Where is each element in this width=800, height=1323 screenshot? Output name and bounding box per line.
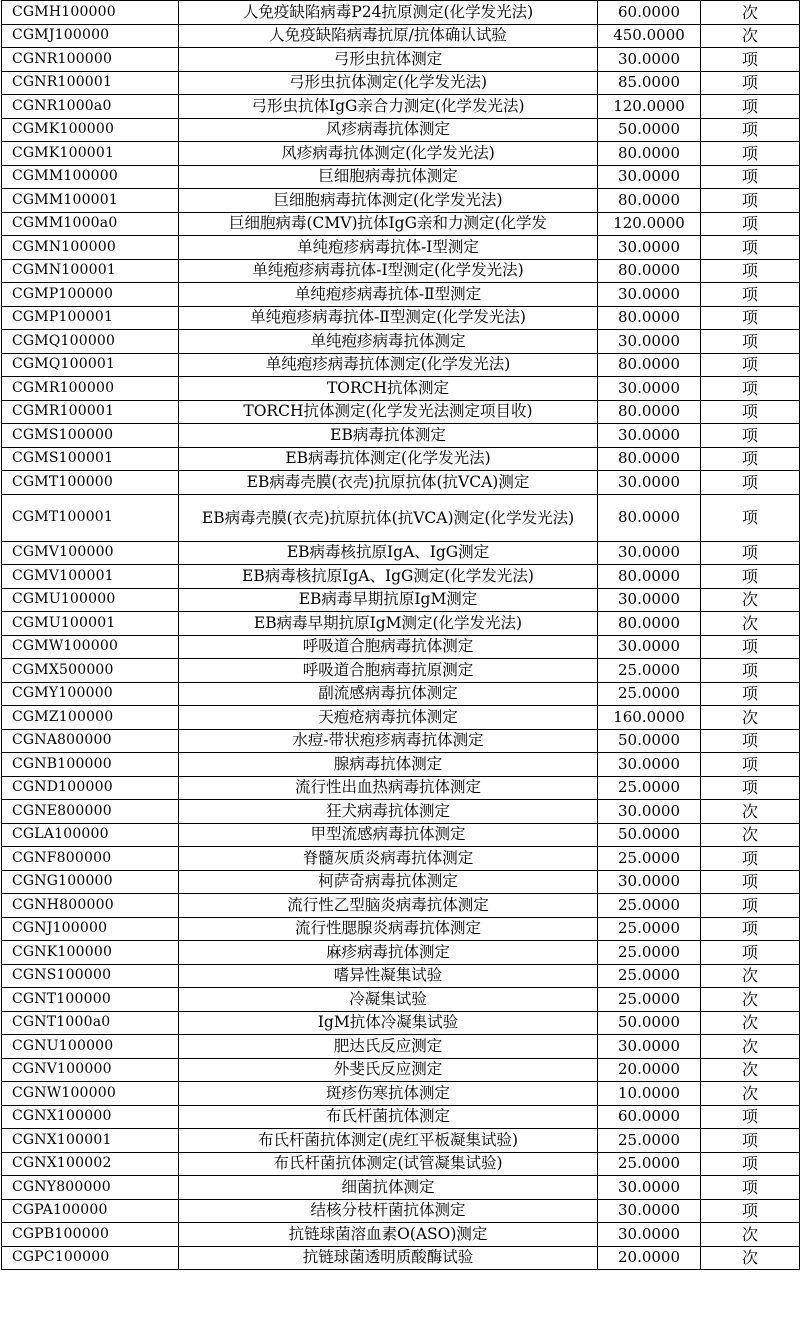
item-unit-cell: 次	[701, 1246, 800, 1270]
item-unit-cell: 项	[701, 776, 800, 800]
item-code-cell: CGNJ100000	[2, 917, 179, 941]
item-name-cell: EB病毒壳膜(衣壳)抗原抗体(抗VCA)测定(化学发光法)	[179, 494, 598, 541]
item-code-cell: CGMV100000	[2, 541, 179, 565]
item-name-cell: 人免疫缺陷病毒抗原/抗体确认试验	[179, 24, 598, 48]
item-unit-cell: 项	[701, 424, 800, 448]
item-unit-cell: 项	[701, 165, 800, 189]
item-price-cell: 25.0000	[598, 1152, 701, 1176]
item-code-cell: CGNY800000	[2, 1176, 179, 1200]
item-code-cell: CGMR100000	[2, 377, 179, 401]
item-code-cell: CGMZ100000	[2, 706, 179, 730]
item-name-cell: 巨细胞病毒抗体测定(化学发光法)	[179, 189, 598, 213]
item-price-cell: 20.0000	[598, 1246, 701, 1270]
item-unit-cell: 项	[701, 259, 800, 283]
item-unit-cell: 项	[701, 353, 800, 377]
item-price-cell: 30.0000	[598, 283, 701, 307]
item-unit-cell: 项	[701, 212, 800, 236]
item-code-cell: CGNK100000	[2, 941, 179, 965]
item-code-cell: CGNS100000	[2, 964, 179, 988]
table-row	[2, 823, 800, 847]
item-code-cell: CGMK100001	[2, 142, 179, 166]
item-price-cell: 30.0000	[598, 1035, 701, 1059]
item-code-cell: CGMQ100000	[2, 330, 179, 354]
item-name-cell: EB病毒早期抗原IgM测定(化学发光法)	[179, 612, 598, 636]
item-name-cell: 呼吸道合胞病毒抗原测定	[179, 659, 598, 683]
item-name-cell: 人免疫缺陷病毒P24抗原测定(化学发光法)	[179, 1, 598, 25]
item-price-cell: 25.0000	[598, 988, 701, 1012]
item-code-cell: CGNR100001	[2, 71, 179, 95]
item-price-cell: 30.0000	[598, 1223, 701, 1247]
table-row	[2, 165, 800, 189]
fee-table-body	[2, 1, 800, 1270]
table-row	[2, 776, 800, 800]
table-row	[2, 1035, 800, 1059]
item-name-cell: 巨细胞病毒(CMV)抗体IgG亲和力测定(化学发	[179, 212, 598, 236]
item-name-cell: 流行性乙型脑炎病毒抗体测定	[179, 894, 598, 918]
table-row	[2, 306, 800, 330]
item-price-cell: 80.0000	[598, 400, 701, 424]
table-row	[2, 1176, 800, 1200]
table-row	[2, 729, 800, 753]
item-unit-cell: 次	[701, 964, 800, 988]
table-row	[2, 1058, 800, 1082]
item-code-cell: CGNU100000	[2, 1035, 179, 1059]
table-row	[2, 447, 800, 471]
item-unit-cell: 项	[701, 1105, 800, 1129]
table-row	[2, 1082, 800, 1106]
item-name-cell: 麻疹病毒抗体测定	[179, 941, 598, 965]
item-code-cell: CGNT1000a0	[2, 1011, 179, 1035]
table-row	[2, 612, 800, 636]
item-price-cell: 80.0000	[598, 142, 701, 166]
item-unit-cell: 项	[701, 330, 800, 354]
item-unit-cell: 项	[701, 471, 800, 495]
item-unit-cell: 次	[701, 612, 800, 636]
item-code-cell: CGNW100000	[2, 1082, 179, 1106]
item-code-cell: CGNF800000	[2, 847, 179, 871]
item-unit-cell: 次	[701, 706, 800, 730]
item-code-cell: CGMU100001	[2, 612, 179, 636]
item-unit-cell: 项	[701, 917, 800, 941]
item-name-cell: EB病毒核抗原IgA、IgG测定(化学发光法)	[179, 565, 598, 589]
item-code-cell: CGMT100001	[2, 494, 179, 541]
table-row	[2, 964, 800, 988]
item-price-cell: 25.0000	[598, 1129, 701, 1153]
item-name-cell: 冷凝集试验	[179, 988, 598, 1012]
table-row	[2, 870, 800, 894]
table-row	[2, 259, 800, 283]
item-price-cell: 25.0000	[598, 682, 701, 706]
table-row	[2, 1129, 800, 1153]
item-name-cell: 布氏杆菌抗体测定	[179, 1105, 598, 1129]
item-name-cell: 嗜异性凝集试验	[179, 964, 598, 988]
item-unit-cell: 项	[701, 541, 800, 565]
item-name-cell: 抗链球菌溶血素O(ASO)测定	[179, 1223, 598, 1247]
item-unit-cell: 项	[701, 400, 800, 424]
item-unit-cell: 项	[701, 565, 800, 589]
table-row	[2, 917, 800, 941]
item-unit-cell: 项	[701, 142, 800, 166]
item-name-cell: 外斐氏反应测定	[179, 1058, 598, 1082]
item-price-cell: 80.0000	[598, 494, 701, 541]
item-unit-cell: 次	[701, 1082, 800, 1106]
item-code-cell: CGMN100000	[2, 236, 179, 260]
item-unit-cell: 项	[701, 236, 800, 260]
item-price-cell: 450.0000	[598, 24, 701, 48]
item-name-cell: 单纯疱疹病毒抗体测定(化学发光法)	[179, 353, 598, 377]
item-price-cell: 80.0000	[598, 353, 701, 377]
table-row	[2, 682, 800, 706]
item-code-cell: CGNH800000	[2, 894, 179, 918]
item-price-cell: 80.0000	[598, 612, 701, 636]
item-unit-cell: 次	[701, 1223, 800, 1247]
item-unit-cell: 项	[701, 306, 800, 330]
item-unit-cell: 项	[701, 1176, 800, 1200]
item-unit-cell: 项	[701, 753, 800, 777]
table-row	[2, 24, 800, 48]
item-unit-cell: 项	[701, 894, 800, 918]
item-name-cell: 斑疹伤寒抗体测定	[179, 1082, 598, 1106]
table-row	[2, 189, 800, 213]
item-price-cell: 50.0000	[598, 823, 701, 847]
item-name-cell: 弓形虫抗体IgG亲合力测定(化学发光法)	[179, 95, 598, 119]
item-price-cell: 25.0000	[598, 917, 701, 941]
item-code-cell: CGMK100000	[2, 118, 179, 142]
item-name-cell: 单纯疱疹病毒抗体-Ⅰ型测定(化学发光法)	[179, 259, 598, 283]
item-price-cell: 30.0000	[598, 870, 701, 894]
item-price-cell: 30.0000	[598, 48, 701, 72]
item-price-cell: 30.0000	[598, 800, 701, 824]
item-unit-cell: 项	[701, 1199, 800, 1223]
item-name-cell: 流行性腮腺炎病毒抗体测定	[179, 917, 598, 941]
item-code-cell: CGMV100001	[2, 565, 179, 589]
item-code-cell: CGMW100000	[2, 635, 179, 659]
table-row	[2, 894, 800, 918]
item-unit-cell: 次	[701, 1058, 800, 1082]
table-row	[2, 471, 800, 495]
item-code-cell: CGMM1000a0	[2, 212, 179, 236]
table-row	[2, 118, 800, 142]
item-price-cell: 25.0000	[598, 776, 701, 800]
item-name-cell: IgM抗体冷凝集试验	[179, 1011, 598, 1035]
item-price-cell: 30.0000	[598, 424, 701, 448]
item-code-cell: CGMS100001	[2, 447, 179, 471]
item-unit-cell: 项	[701, 48, 800, 72]
item-name-cell: 甲型流感病毒抗体测定	[179, 823, 598, 847]
table-row	[2, 753, 800, 777]
item-name-cell: 流行性出血热病毒抗体测定	[179, 776, 598, 800]
item-code-cell: CGMJ100000	[2, 24, 179, 48]
table-row	[2, 212, 800, 236]
item-unit-cell: 次	[701, 800, 800, 824]
item-price-cell: 80.0000	[598, 189, 701, 213]
item-price-cell: 25.0000	[598, 659, 701, 683]
table-row	[2, 541, 800, 565]
item-code-cell: CGMM100001	[2, 189, 179, 213]
table-row	[2, 1105, 800, 1129]
item-code-cell: CGNR100000	[2, 48, 179, 72]
item-code-cell: CGPB100000	[2, 1223, 179, 1247]
item-price-cell: 80.0000	[598, 259, 701, 283]
item-price-cell: 30.0000	[598, 588, 701, 612]
item-unit-cell: 项	[701, 71, 800, 95]
item-unit-cell: 项	[701, 189, 800, 213]
item-code-cell: CGND100000	[2, 776, 179, 800]
table-row	[2, 1152, 800, 1176]
item-name-cell: 副流感病毒抗体测定	[179, 682, 598, 706]
item-price-cell: 60.0000	[598, 1, 701, 25]
item-price-cell: 10.0000	[598, 1082, 701, 1106]
table-row	[2, 424, 800, 448]
table-row	[2, 635, 800, 659]
item-name-cell: EB病毒核抗原IgA、IgG测定	[179, 541, 598, 565]
item-code-cell: CGMT100000	[2, 471, 179, 495]
item-price-cell: 60.0000	[598, 1105, 701, 1129]
item-price-cell: 30.0000	[598, 541, 701, 565]
item-price-cell: 20.0000	[598, 1058, 701, 1082]
item-unit-cell: 项	[701, 447, 800, 471]
item-price-cell: 50.0000	[598, 118, 701, 142]
item-price-cell: 85.0000	[598, 71, 701, 95]
item-price-cell: 30.0000	[598, 471, 701, 495]
item-code-cell: CGLA100000	[2, 823, 179, 847]
item-code-cell: CGMH100000	[2, 1, 179, 25]
item-code-cell: CGMQ100001	[2, 353, 179, 377]
item-name-cell: 肥达氏反应测定	[179, 1035, 598, 1059]
item-name-cell: 布氏杆菌抗体测定(虎红平板凝集试验)	[179, 1129, 598, 1153]
item-name-cell: 风疹病毒抗体测定	[179, 118, 598, 142]
item-code-cell: CGNX100001	[2, 1129, 179, 1153]
item-code-cell: CGMP100001	[2, 306, 179, 330]
item-code-cell: CGNG100000	[2, 870, 179, 894]
table-row	[2, 941, 800, 965]
item-name-cell: 抗链球菌透明质酸酶试验	[179, 1246, 598, 1270]
item-unit-cell: 项	[701, 941, 800, 965]
table-row	[2, 400, 800, 424]
item-price-cell: 25.0000	[598, 941, 701, 965]
table-row	[2, 565, 800, 589]
table-row	[2, 706, 800, 730]
item-unit-cell: 次	[701, 588, 800, 612]
table-row	[2, 1223, 800, 1247]
table-row	[2, 71, 800, 95]
item-name-cell: 单纯疱疹病毒抗体-Ⅱ型测定(化学发光法)	[179, 306, 598, 330]
table-row	[2, 659, 800, 683]
item-price-cell: 30.0000	[598, 377, 701, 401]
item-price-cell: 160.0000	[598, 706, 701, 730]
item-price-cell: 30.0000	[598, 635, 701, 659]
item-name-cell: TORCH抗体测定	[179, 377, 598, 401]
item-name-cell: EB病毒抗体测定(化学发光法)	[179, 447, 598, 471]
fee-table	[1, 0, 800, 1270]
item-price-cell: 120.0000	[598, 212, 701, 236]
item-unit-cell: 项	[701, 118, 800, 142]
table-row	[2, 353, 800, 377]
item-code-cell: CGNT100000	[2, 988, 179, 1012]
item-name-cell: EB病毒早期抗原IgM测定	[179, 588, 598, 612]
item-code-cell: CGPC100000	[2, 1246, 179, 1270]
item-unit-cell: 次	[701, 988, 800, 1012]
item-name-cell: 弓形虫抗体测定	[179, 48, 598, 72]
item-price-cell: 30.0000	[598, 753, 701, 777]
item-price-cell: 120.0000	[598, 95, 701, 119]
item-name-cell: 腺病毒抗体测定	[179, 753, 598, 777]
item-name-cell: 脊髓灰质炎病毒抗体测定	[179, 847, 598, 871]
item-code-cell: CGNA800000	[2, 729, 179, 753]
item-unit-cell: 次	[701, 823, 800, 847]
item-name-cell: 呼吸道合胞病毒抗体测定	[179, 635, 598, 659]
item-code-cell: CGNX100000	[2, 1105, 179, 1129]
table-row	[2, 330, 800, 354]
item-code-cell: CGMS100000	[2, 424, 179, 448]
item-code-cell: CGNV100000	[2, 1058, 179, 1082]
table-row	[2, 800, 800, 824]
table-row	[2, 1199, 800, 1223]
item-code-cell: CGNB100000	[2, 753, 179, 777]
item-price-cell: 25.0000	[598, 964, 701, 988]
table-row	[2, 95, 800, 119]
table-row	[2, 1, 800, 25]
item-unit-cell: 项	[701, 635, 800, 659]
item-name-cell: 单纯疱疹病毒抗体-Ⅱ型测定	[179, 283, 598, 307]
item-code-cell: CGNX100002	[2, 1152, 179, 1176]
item-name-cell: 细菌抗体测定	[179, 1176, 598, 1200]
table-row	[2, 588, 800, 612]
item-unit-cell: 项	[701, 847, 800, 871]
table-row	[2, 988, 800, 1012]
item-price-cell: 25.0000	[598, 894, 701, 918]
table-row	[2, 377, 800, 401]
item-unit-cell: 项	[701, 377, 800, 401]
item-unit-cell: 项	[701, 682, 800, 706]
item-name-cell: 巨细胞病毒抗体测定	[179, 165, 598, 189]
item-unit-cell: 项	[701, 729, 800, 753]
item-unit-cell: 次	[701, 1, 800, 25]
table-row	[2, 236, 800, 260]
item-code-cell: CGPA100000	[2, 1199, 179, 1223]
item-price-cell: 80.0000	[598, 447, 701, 471]
item-name-cell: TORCH抗体测定(化学发光法测定项目收)	[179, 400, 598, 424]
item-price-cell: 30.0000	[598, 1199, 701, 1223]
item-unit-cell: 项	[701, 659, 800, 683]
item-name-cell: EB病毒壳膜(衣壳)抗原抗体(抗VCA)测定	[179, 471, 598, 495]
item-unit-cell: 项	[701, 1129, 800, 1153]
table-row	[2, 1011, 800, 1035]
item-name-cell: 单纯疱疹病毒抗体-Ⅰ型测定	[179, 236, 598, 260]
item-unit-cell: 项	[701, 95, 800, 119]
item-name-cell: 布氏杆菌抗体测定(试管凝集试验)	[179, 1152, 598, 1176]
item-price-cell: 30.0000	[598, 236, 701, 260]
table-row	[2, 1246, 800, 1270]
table-row	[2, 142, 800, 166]
item-unit-cell: 次	[701, 24, 800, 48]
item-name-cell: 弓形虫抗体测定(化学发光法)	[179, 71, 598, 95]
item-code-cell: CGNR1000a0	[2, 95, 179, 119]
item-unit-cell: 项	[701, 1152, 800, 1176]
item-name-cell: 单纯疱疹病毒抗体测定	[179, 330, 598, 354]
table-row	[2, 48, 800, 72]
item-code-cell: CGMP100000	[2, 283, 179, 307]
item-unit-cell: 次	[701, 1035, 800, 1059]
item-code-cell: CGMU100000	[2, 588, 179, 612]
item-price-cell: 30.0000	[598, 1176, 701, 1200]
item-code-cell: CGMY100000	[2, 682, 179, 706]
item-unit-cell: 项	[701, 283, 800, 307]
item-price-cell: 50.0000	[598, 729, 701, 753]
item-price-cell: 30.0000	[598, 165, 701, 189]
item-code-cell: CGMR100001	[2, 400, 179, 424]
item-unit-cell: 项	[701, 870, 800, 894]
item-code-cell: CGMN100001	[2, 259, 179, 283]
item-unit-cell: 次	[701, 1011, 800, 1035]
item-name-cell: 柯萨奇病毒抗体测定	[179, 870, 598, 894]
item-name-cell: 风疹病毒抗体测定(化学发光法)	[179, 142, 598, 166]
item-price-cell: 80.0000	[598, 306, 701, 330]
table-row	[2, 283, 800, 307]
item-price-cell: 80.0000	[598, 565, 701, 589]
table-row	[2, 494, 800, 541]
item-price-cell: 30.0000	[598, 330, 701, 354]
item-price-cell: 25.0000	[598, 847, 701, 871]
item-name-cell: 狂犬病毒抗体测定	[179, 800, 598, 824]
item-name-cell: 结核分枝杆菌抗体测定	[179, 1199, 598, 1223]
item-unit-cell: 项	[701, 494, 800, 541]
item-code-cell: CGMX500000	[2, 659, 179, 683]
item-name-cell: 天疱疮病毒抗体测定	[179, 706, 598, 730]
table-row	[2, 847, 800, 871]
item-code-cell: CGNE800000	[2, 800, 179, 824]
item-code-cell: CGMM100000	[2, 165, 179, 189]
item-name-cell: EB病毒抗体测定	[179, 424, 598, 448]
item-price-cell: 50.0000	[598, 1011, 701, 1035]
item-name-cell: 水痘-带状疱疹病毒抗体测定	[179, 729, 598, 753]
